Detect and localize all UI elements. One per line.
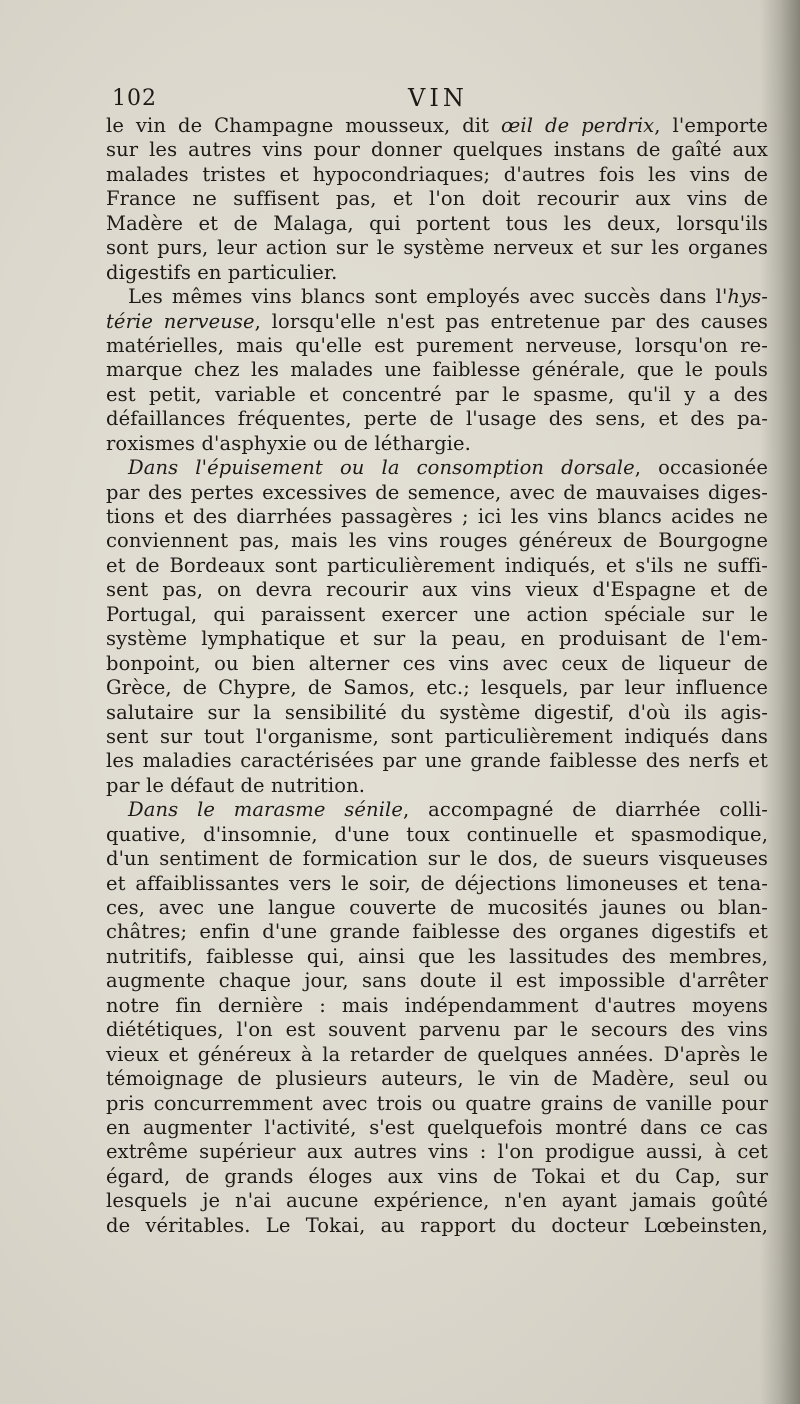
text-line: malades tristes et hypocondriaques; d'autres fois les vins de (106, 162, 768, 186)
text-line: Dans l'épuisement ou la consomption dorsale, occasionée (128, 456, 768, 480)
text-line: sur les autres vins pour donner quelques instans de gaîté aux (106, 138, 768, 162)
text-line: Grèce, de Chypre, de Samos, etc.; lesquels, par leur influence (106, 676, 768, 700)
text-line: de véritables. Le Tokai, au rapport du docteur Lœbeinsten, (106, 1213, 768, 1237)
page-header (108, 86, 768, 116)
text-line: bonpoint, ou bien alterner ces vins avec ceux de liqueur de (106, 651, 768, 675)
text-line: d'un sentiment de formication sur le dos, de sueurs visqueuses (106, 847, 768, 871)
text-line: augmente chaque jour, sans doute il est impossible d'arrêter (106, 969, 768, 993)
text-line: nutritifs, faiblesse qui, ainsi que les lassitudes des membres, (106, 944, 768, 968)
text-line: matérielles, mais qu'elle est purement nerveuse, lorsqu'on re- (106, 333, 768, 357)
text-line: est petit, variable et concentré par le spasme, qu'il y a des (106, 382, 768, 406)
text-line: le vin de Champagne mousseux, dit œil de perdrix, l'emporte (106, 114, 768, 137)
text-line: en augmenter l'activité, s'est quelquefois montré dans ce cas (106, 1115, 768, 1139)
text-line: notre fin dernière : mais indépendamment d'autres moyens (106, 993, 768, 1017)
text-line: par des pertes excessives de semence, avec de mauvaises diges- (106, 480, 768, 504)
text-line: pris concurremment avec trois ou quatre grains de vanille pour (106, 1091, 768, 1115)
body-text (106, 114, 768, 1238)
text-line: les maladies caractérisées par une grande faiblesse des nerfs et (106, 749, 768, 773)
text-line: digestifs en particulier. (106, 260, 338, 284)
text-line: Portugal, qui paraissent exercer une action spéciale sur le (106, 602, 768, 626)
text-line: châtres; enfin d'une grande faiblesse des organes digestifs et (106, 920, 768, 944)
text-line: térie nerveuse, lorsqu'elle n'est pas entretenue par des causes (106, 309, 768, 333)
text-line: système lymphatique et sur la peau, en produisant de l'em- (106, 627, 768, 651)
text-line: tions et des diarrhées passagères ; ici les vins blancs acides ne (106, 505, 768, 528)
text-line: diététiques, l'on est souvent parvenu par le secours des vins (106, 1018, 768, 1042)
text-line: France ne suffisent pas, et l'on doit recourir aux vins de (106, 187, 768, 211)
text-line: Madère et de Malaga, qui portent tous les deux, lorsqu'ils (106, 211, 768, 235)
text-line: lesquels je n'ai aucune expérience, n'en ayant jamais goûté (106, 1189, 768, 1213)
page-number: 102 (112, 86, 157, 111)
text-line: sent sur tout l'organisme, sont particulièrement indiqués dans (106, 724, 768, 748)
text-line: marque chez les malades une faiblesse générale, que le pouls (106, 358, 768, 382)
text-line: extrême supérieur aux autres vins : l'on prodigue aussi, à cet (106, 1140, 768, 1164)
text-line: Dans le marasme sénile, accompagné de diarrhée colli- (128, 798, 768, 822)
text-line: Les mêmes vins blancs sont employés avec succès dans l'hys- (128, 285, 768, 309)
text-line: vieux et généreux à la retarder de quelques années. D'après le (106, 1042, 768, 1066)
text-line: sent pas, on devra recourir aux vins vieux d'Espagne et de (106, 578, 768, 602)
text-line: défaillances fréquentes, perte de l'usage des sens, et des pa- (106, 407, 768, 431)
text-line: sont purs, leur action sur le système nerveux et sur les organes (106, 236, 768, 260)
text-line: quative, d'insomnie, d'une toux continuelle et spasmodique, (106, 822, 768, 846)
text-line: témoignage de plusieurs auteurs, le vin de Madère, seul ou (106, 1067, 768, 1091)
text-line: salutaire sur la sensibilité du système digestif, d'où ils agis- (106, 700, 768, 724)
text-line: par le défaut de nutrition. (106, 773, 366, 797)
text-line: roxismes d'asphyxie ou de léthargie. (106, 431, 471, 455)
text-line: conviennent pas, mais les vins rouges généreux de Bourgogne (106, 529, 768, 553)
text-line: égard, de grands éloges aux vins de Tokai et du Cap, sur (106, 1164, 768, 1188)
text-line: ces, avec une langue couverte de mucosités jaunes ou blan- (106, 896, 768, 919)
text-line: et affaiblissantes vers le soir, de déjections limoneuses et tena- (106, 871, 768, 895)
running-head: VIN (408, 84, 468, 112)
text-line: et de Bordeaux sont particulièrement indiqués, et s'ils ne suffi- (106, 553, 768, 577)
